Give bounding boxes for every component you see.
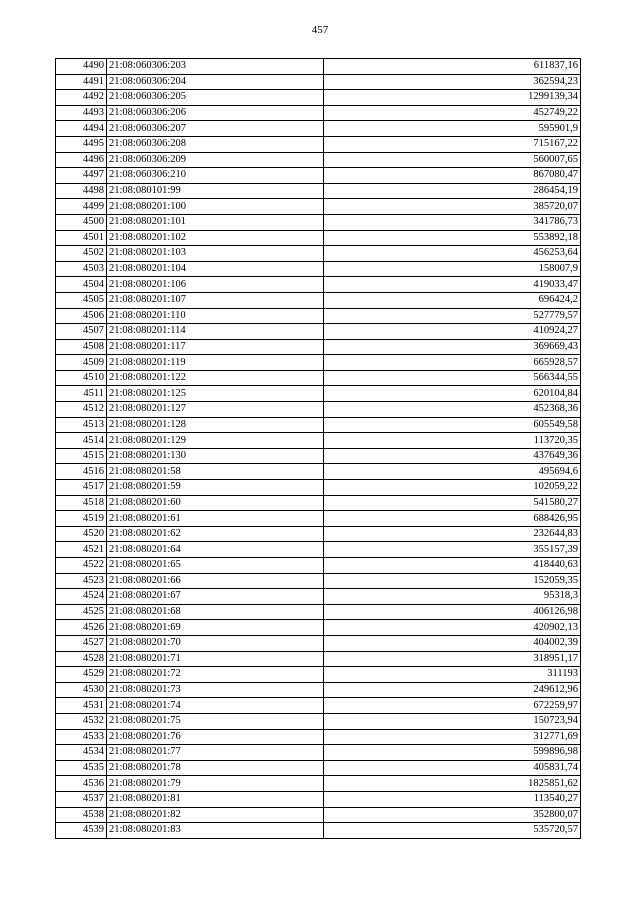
value-cell: 665928,57: [324, 355, 581, 371]
table-row: [56, 324, 581, 340]
value-cell: 158007,9: [324, 261, 581, 277]
row-number-cell: 4491: [56, 74, 107, 90]
cadastral-number-cell: 21:08:080201:70: [107, 635, 324, 651]
table-row: [56, 698, 581, 714]
table-row: [56, 667, 581, 683]
row-number-cell: 4527: [56, 635, 107, 651]
cadastral-number-cell: 21:08:080201:117: [107, 339, 324, 355]
value-cell: 620104,84: [324, 386, 581, 402]
table-row: [56, 604, 581, 620]
table-row: [56, 199, 581, 215]
table-row: [56, 745, 581, 761]
row-number-cell: 4500: [56, 214, 107, 230]
value-cell: 311193: [324, 667, 581, 683]
cadastral-number-cell: 21:08:080201:60: [107, 495, 324, 511]
value-cell: 1825851,62: [324, 776, 581, 792]
row-number-cell: 4525: [56, 604, 107, 620]
page-number: 457: [311, 24, 329, 36]
row-number-cell: 4513: [56, 417, 107, 433]
table-row: [56, 183, 581, 199]
cadastral-number-cell: 21:08:080201:68: [107, 604, 324, 620]
row-number-cell: 4499: [56, 199, 107, 215]
row-number-cell: 4539: [56, 823, 107, 839]
table-row: [56, 542, 581, 558]
table-row: [56, 651, 581, 667]
table-row: [56, 729, 581, 745]
value-cell: 715167,22: [324, 136, 581, 152]
row-number-cell: 4493: [56, 105, 107, 121]
cadastral-number-cell: 21:08:080201:125: [107, 386, 324, 402]
value-cell: 404002,39: [324, 635, 581, 651]
table-row: [56, 511, 581, 527]
row-number-cell: 4521: [56, 542, 107, 558]
table-row: [56, 558, 581, 574]
table-row: [56, 277, 581, 293]
row-number-cell: 4520: [56, 526, 107, 542]
table-row: [56, 261, 581, 277]
table-row: [56, 589, 581, 605]
table-row: [56, 573, 581, 589]
table-row: [56, 635, 581, 651]
cadastral-number-cell: 21:08:080201:119: [107, 355, 324, 371]
cadastral-number-cell: 21:08:060306:207: [107, 121, 324, 137]
row-number-cell: 4530: [56, 682, 107, 698]
row-number-cell: 4518: [56, 495, 107, 511]
cadastral-number-cell: 21:08:080201:127: [107, 402, 324, 418]
cadastral-number-cell: 21:08:080201:76: [107, 729, 324, 745]
value-cell: 560007,65: [324, 152, 581, 168]
table-row: [56, 448, 581, 464]
table-row: [56, 823, 581, 839]
row-number-cell: 4532: [56, 713, 107, 729]
cadastral-number-cell: 21:08:060306:209: [107, 152, 324, 168]
cadastral-number-cell: 21:08:080201:58: [107, 464, 324, 480]
value-cell: 541580,27: [324, 495, 581, 511]
value-cell: 369669,43: [324, 339, 581, 355]
row-number-cell: 4505: [56, 292, 107, 308]
table-row: [56, 308, 581, 324]
table-row: [56, 417, 581, 433]
value-cell: 420902,13: [324, 620, 581, 636]
row-number-cell: 4512: [56, 402, 107, 418]
cadastral-number-cell: 21:08:080201:61: [107, 511, 324, 527]
value-cell: 688426,95: [324, 511, 581, 527]
value-cell: 452368,36: [324, 402, 581, 418]
row-number-cell: 4519: [56, 511, 107, 527]
value-cell: 527779,57: [324, 308, 581, 324]
value-cell: 113540,27: [324, 791, 581, 807]
row-number-cell: 4528: [56, 651, 107, 667]
table-row: [56, 121, 581, 137]
table-row: [56, 620, 581, 636]
cadastral-number-cell: 21:08:080201:81: [107, 791, 324, 807]
cadastral-number-cell: 21:08:080201:101: [107, 214, 324, 230]
value-cell: 249612,96: [324, 682, 581, 698]
cadastral-number-cell: 21:08:080201:73: [107, 682, 324, 698]
table-row: [56, 59, 581, 75]
cadastral-number-cell: 21:08:080201:62: [107, 526, 324, 542]
row-number-cell: 4515: [56, 448, 107, 464]
value-cell: 113720,35: [324, 433, 581, 449]
table-row: [56, 214, 581, 230]
table-row: [56, 105, 581, 121]
row-number-cell: 4511: [56, 386, 107, 402]
row-number-cell: 4537: [56, 791, 107, 807]
table-row: [56, 90, 581, 106]
table-row: [56, 168, 581, 184]
table-row: [56, 370, 581, 386]
row-number-cell: 4522: [56, 558, 107, 574]
value-cell: 456253,64: [324, 246, 581, 262]
row-number-cell: 4506: [56, 308, 107, 324]
row-number-cell: 4534: [56, 745, 107, 761]
cadastral-number-cell: 21:08:080201:83: [107, 823, 324, 839]
row-number-cell: 4526: [56, 620, 107, 636]
cadastral-number-cell: 21:08:080201:103: [107, 246, 324, 262]
table-row: [56, 433, 581, 449]
table-row: [56, 339, 581, 355]
cadastral-number-cell: 21:08:060306:204: [107, 74, 324, 90]
cadastral-number-cell: 21:08:080201:59: [107, 480, 324, 496]
value-cell: 95318,3: [324, 589, 581, 605]
table-row: [56, 230, 581, 246]
row-number-cell: 4503: [56, 261, 107, 277]
value-cell: 150723,94: [324, 713, 581, 729]
cadastral-number-cell: 21:08:080201:64: [107, 542, 324, 558]
cadastral-number-cell: 21:08:080201:75: [107, 713, 324, 729]
cadastral-number-cell: 21:08:080201:79: [107, 776, 324, 792]
row-number-cell: 4517: [56, 480, 107, 496]
cadastral-number-cell: 21:08:080201:67: [107, 589, 324, 605]
row-number-cell: 4510: [56, 370, 107, 386]
value-cell: 1299139,34: [324, 90, 581, 106]
table-row: [56, 713, 581, 729]
value-cell: 599896,98: [324, 745, 581, 761]
value-cell: 672259,97: [324, 698, 581, 714]
value-cell: 553892,18: [324, 230, 581, 246]
cadastral-number-cell: 21:08:060306:206: [107, 105, 324, 121]
value-cell: 318951,17: [324, 651, 581, 667]
table-row: [56, 402, 581, 418]
row-number-cell: 4502: [56, 246, 107, 262]
table-row: [56, 136, 581, 152]
row-number-cell: 4501: [56, 230, 107, 246]
row-number-cell: 4508: [56, 339, 107, 355]
cadastral-number-cell: 21:08:080201:104: [107, 261, 324, 277]
row-number-cell: 4498: [56, 183, 107, 199]
row-number-cell: 4533: [56, 729, 107, 745]
row-number-cell: 4496: [56, 152, 107, 168]
cadastral-number-cell: 21:08:080201:69: [107, 620, 324, 636]
cadastral-number-cell: 21:08:080201:72: [107, 667, 324, 683]
table-row: [56, 682, 581, 698]
value-cell: 535720,57: [324, 823, 581, 839]
value-cell: 406126,98: [324, 604, 581, 620]
table-row: [56, 246, 581, 262]
cadastral-number-cell: 21:08:080201:82: [107, 807, 324, 823]
cadastral-number-cell: 21:08:080201:110: [107, 308, 324, 324]
value-cell: 437649,36: [324, 448, 581, 464]
cadastral-number-cell: 21:08:080201:129: [107, 433, 324, 449]
table-row: [56, 355, 581, 371]
table-row: [56, 760, 581, 776]
cadastral-number-cell: 21:08:080201:130: [107, 448, 324, 464]
value-cell: 418440,63: [324, 558, 581, 574]
cadastral-number-cell: 21:08:080201:65: [107, 558, 324, 574]
value-cell: 410924,27: [324, 324, 581, 340]
value-cell: 352800,07: [324, 807, 581, 823]
cadastral-number-cell: 21:08:080201:106: [107, 277, 324, 293]
row-number-cell: 4524: [56, 589, 107, 605]
cadastral-number-cell: 21:08:080201:107: [107, 292, 324, 308]
table-row: [56, 791, 581, 807]
row-number-cell: 4497: [56, 168, 107, 184]
row-number-cell: 4492: [56, 90, 107, 106]
value-cell: 385720,07: [324, 199, 581, 215]
value-cell: 452749,22: [324, 105, 581, 121]
row-number-cell: 4509: [56, 355, 107, 371]
value-cell: 312771,69: [324, 729, 581, 745]
row-number-cell: 4529: [56, 667, 107, 683]
value-cell: 419033,47: [324, 277, 581, 293]
row-number-cell: 4538: [56, 807, 107, 823]
row-number-cell: 4531: [56, 698, 107, 714]
row-number-cell: 4536: [56, 776, 107, 792]
cadastral-number-cell: 21:08:080201:128: [107, 417, 324, 433]
cadastral-number-cell: 21:08:060306:203: [107, 59, 324, 75]
row-number-cell: 4504: [56, 277, 107, 293]
value-cell: 341786,73: [324, 214, 581, 230]
cadastral-number-cell: 21:08:080201:102: [107, 230, 324, 246]
cadastral-number-cell: 21:08:080201:78: [107, 760, 324, 776]
cadastral-number-cell: 21:08:080201:66: [107, 573, 324, 589]
cadastral-number-cell: 21:08:080201:100: [107, 199, 324, 215]
table-row: [56, 152, 581, 168]
cadastral-number-cell: 21:08:080201:122: [107, 370, 324, 386]
row-number-cell: 4516: [56, 464, 107, 480]
value-cell: 152059,35: [324, 573, 581, 589]
row-number-cell: 4535: [56, 760, 107, 776]
value-cell: 605549,58: [324, 417, 581, 433]
value-cell: 355157,39: [324, 542, 581, 558]
value-cell: 495694,6: [324, 464, 581, 480]
row-number-cell: 4514: [56, 433, 107, 449]
cadastral-number-cell: 21:08:080201:71: [107, 651, 324, 667]
value-cell: 362594,23: [324, 74, 581, 90]
cadastral-number-cell: 21:08:080101:99: [107, 183, 324, 199]
value-cell: 286454,19: [324, 183, 581, 199]
table-row: [56, 776, 581, 792]
row-number-cell: 4495: [56, 136, 107, 152]
value-cell: 867080,47: [324, 168, 581, 184]
value-cell: 405831,74: [324, 760, 581, 776]
table-row: [56, 807, 581, 823]
row-number-cell: 4494: [56, 121, 107, 137]
table-row: [56, 480, 581, 496]
table-row: [56, 495, 581, 511]
cadastral-number-cell: 21:08:060306:205: [107, 90, 324, 106]
table-row: [56, 74, 581, 90]
table-row: [56, 292, 581, 308]
row-number-cell: 4523: [56, 573, 107, 589]
table-row: [56, 464, 581, 480]
cadastral-number-cell: 21:08:080201:114: [107, 324, 324, 340]
value-cell: 566344,55: [324, 370, 581, 386]
value-cell: 595901,9: [324, 121, 581, 137]
cadastral-number-cell: 21:08:060306:210: [107, 168, 324, 184]
row-number-cell: 4507: [56, 324, 107, 340]
table-body: [56, 59, 581, 839]
value-cell: 696424,2: [324, 292, 581, 308]
value-cell: 102059,22: [324, 480, 581, 496]
row-number-cell: 4490: [56, 59, 107, 75]
cadastral-number-cell: 21:08:080201:74: [107, 698, 324, 714]
value-cell: 232644,83: [324, 526, 581, 542]
parcel-value-table: [55, 58, 581, 839]
table-row: [56, 386, 581, 402]
cadastral-number-cell: 21:08:060306:208: [107, 136, 324, 152]
cadastral-number-cell: 21:08:080201:77: [107, 745, 324, 761]
value-cell: 611837,16: [324, 59, 581, 75]
table-row: [56, 526, 581, 542]
